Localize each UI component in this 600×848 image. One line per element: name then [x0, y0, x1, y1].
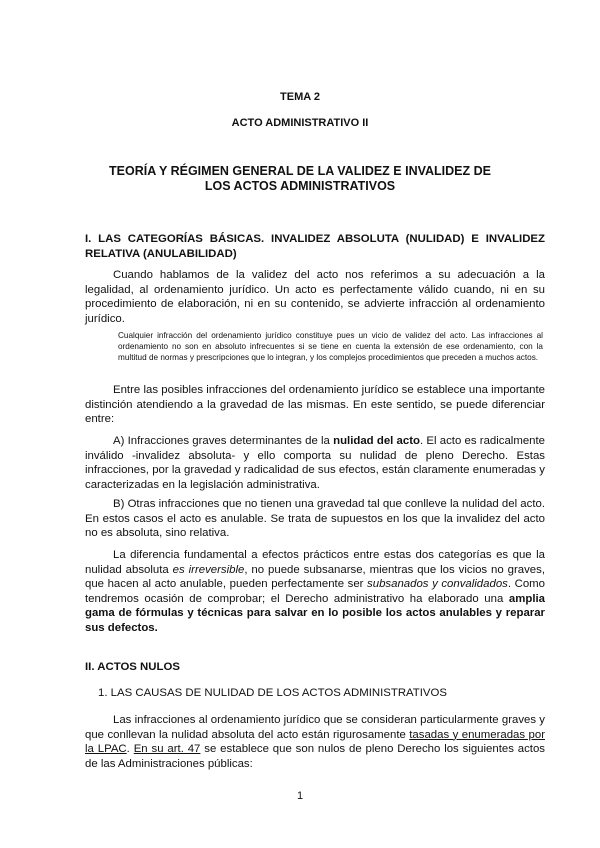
p5-text-c: . Como tendremos ocasión de comprobar; el Derecho administrativo ha elaborado una [85, 578, 545, 605]
list-item-causas-nulidad: 1. LAS CAUSAS DE NULIDAD DE LOS ACTOS ADMINISTRATIVOS [98, 687, 447, 699]
paragraph-distincion: Entre las posibles infracciones del ordenamiento jurídico se establece una importante distinción atendiendo a la gravedad de las mismas. En este sentido, se puede diferenciar entre: [85, 384, 545, 425]
p3-text-a: A) Infracciones graves determinantes de la [113, 435, 334, 447]
p5-italic-1: es irreversible [172, 563, 245, 576]
paragraph-diferencia [85, 548, 545, 635]
paragraph-actos-nulos [85, 713, 545, 771]
link-tasadas-lpac[interactable]: tasadas y enumeradas por la LPAC [85, 728, 545, 755]
p5-italic-2: subsanados y convalidados [367, 578, 508, 590]
p3-text-b: . El acto es radicalmente inválido -invalidez absoluta- y ello comporta su nulidad de pleno Derecho. Estas infracciones, por la gravedad y radicalidad de sus efectos, están claramente enumeradas y caracterizadas en la legislación administrativa. [85, 435, 545, 491]
paragraph-infracciones-graves [85, 434, 545, 492]
p5-bold: amplia gama de fórmulas y técnicas para salvar en lo posible los actos anulables y reparar sus defectos. [85, 592, 545, 634]
paragraph-validez: Cuando hablamos de la validez del acto nos referimos a su adecuación a la legalidad, al ordenamiento jurídico. Un acto es perfectamente válido cuando, ni en su procedimiento de elaboración, ni en su contenido, se advierte infracción al ordenamiento jurídico. [85, 269, 545, 325]
p6-text-b: . [126, 743, 134, 755]
section-2-heading: II. ACTOS NULOS [85, 661, 180, 673]
tema-label: TEMA 2 [280, 91, 320, 103]
p6-text-c: se establece que son nulos de pleno Derecho los siguientes actos de las Administraciones públicas: [85, 743, 546, 770]
p5-text-a: La diferencia fundamental a efectos prácticos entre estas dos categorías es que la nulidad absoluta [85, 549, 545, 576]
document-title: TEORÍA Y RÉGIMEN GENERAL DE LA VALIDEZ E INVALIDEZ DE LOS ACTOS ADMINISTRATIVOS [109, 164, 491, 193]
section-1-heading: I. LAS CATEGORÍAS BÁSICAS. INVALIDEZ ABSOLUTA (NULIDAD) E INVALIDEZ RELATIVA (ANULABILIDAD) [85, 233, 545, 260]
quote-infracciones: Cualquier infracción del ordenamiento jurídico constituye pues un vicio de validez del acto. Las infracciones al ordenamiento no son en absoluto infrecuentes si se tiene en cuenta la extensión de ese ordenamiento, con la multitud de normas y prescripciones que lo integran, y los complejos procedimientos que preceden a muchos actos. [118, 331, 543, 362]
link-art-47[interactable]: En su art. 47 [133, 743, 201, 755]
paragraph-otras-infracciones: B) Otras infracciones que no tienen una gravedad tal que conlleve la nulidad del acto. En estos casos el acto es anulable. Se trata de supuestos en los que la invalidez del acto no es absoluta, sino relativa. [85, 498, 545, 539]
p5-text-b: , no puede subsanarse, mientras que los vicios no graves, que hacen al acto anulable, pueden perfectamente ser [85, 563, 546, 590]
p6-text-a: Las infracciones al ordenamiento jurídico que se consideran particularmente graves y que conllevan la nulidad absoluta del acto están rigurosamente [85, 714, 545, 741]
p3-bold: nulidad del acto [333, 435, 420, 447]
document-subtitle: ACTO ADMINISTRATIVO II [231, 117, 369, 129]
page-number: 1 [296, 790, 304, 802]
